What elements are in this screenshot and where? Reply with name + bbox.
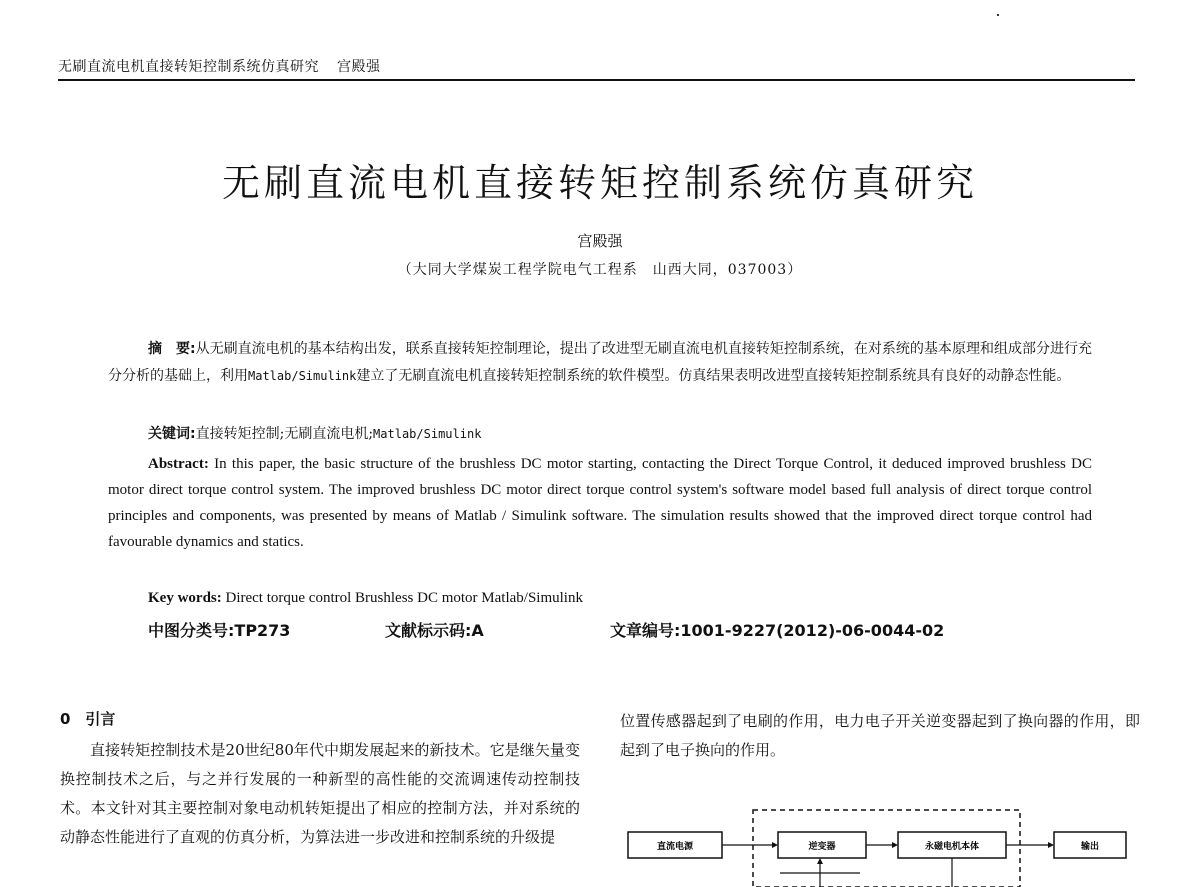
keywords-cn-text: 直接转矩控制;无刷直流电机; [195,426,374,442]
abstract-en [108,451,1092,555]
running-header-title: 无刷直流电机直接转矩控制系统仿真研究 [58,59,319,75]
box-inverter-label: 逆变器 [808,842,836,852]
dashed-motor-boundary [753,810,1020,887]
abstract-en-label: Abstract: [148,456,209,472]
abstract-cn-text-2: 建立了无刷直流电机直接转矩控制系统的软件模型。仿真结果表明改进型直接转矩控制系统具有良好的动静态性能。 [356,368,1071,384]
article-number: 文章编号:1001-9227(2012)-06-0044-02 [610,621,945,640]
paper-title: 无刷直流电机直接转矩控制系统仿真研究 [221,161,978,205]
arrow-head-3 [1048,842,1054,848]
doc-code: 文献标示码:A [385,621,484,640]
abstract-en-text: In this paper, the basic structure of the brushless DC motor starting, contacting the Direct Torque Control, it deduced improved brushless DC motor direct torque control system. The improved brushless DC motor direct torque control system's software model based full analysis of direct torque control principles and components, was presented by means of Matlab / Simulink software. The simulation results showed that the improved direct torque control had favourable dynamics and statics. [108,456,1092,550]
arrow-head-2 [892,842,898,848]
box-motor-body-label: 永磁电机本体 [924,842,980,852]
header-rule [58,79,1135,81]
running-header [58,56,381,76]
box-output-label: 输出 [1080,842,1100,852]
abstract-cn-label: 摘 要: [148,341,196,357]
running-header-author: 宫殿强 [337,59,381,75]
clc-number: 中图分类号:TP273 [148,621,291,640]
keywords-cn [148,423,481,443]
scan-speck [997,14,999,16]
affiliation: （大同大学煤炭工程学院电气工程系 山西大同，037003） [397,262,803,278]
box-dc-source-label: 直流电源 [656,842,694,852]
section-heading-intro: 0 引言 [60,710,116,728]
keywords-en-label: Key words: [148,590,222,606]
keywords-en-text: Direct torque control Brushless DC motor Matlab/Simulink [225,590,583,606]
keywords-cn-software: Matlab/Simulink [373,427,482,441]
abstract-cn-text-1: 从无刷直流电机的基本结构出发，联系直接转矩控制理论，提出了改进型无刷直流电机直接转矩控制系统，在对系统的基本原理和组成部分进行充分分析的基础上，利用 [108,341,1092,384]
arrow-head-1 [772,842,778,848]
intro-left-column: 直接转矩控制技术是20世纪80年代中期发展起来的新技术。它是继矢量变换控制技术之后，与之并行发展的一种新型的高性能的交流调速传动控制技术。本文针对其主要控制对象电动机转矩提出了相应的控制方法，并对系统的动静态性能进行了直观的仿真分析，为算法进一步改进和控制系统的升级提 [60,741,580,846]
author-name: 宫殿强 [577,232,623,250]
arrow-head-4 [817,858,823,864]
abstract-cn [108,336,1092,390]
keywords-cn-label: 关键词: [148,426,196,442]
abstract-cn-software: Matlab/Simulink [248,369,357,383]
intro-right-column: 位置传感器起到了电刷的作用，电力电子开关逆变器起到了换向器的作用，即起到了电子换向的作用。 [620,712,1140,759]
block-diagram [600,800,1160,887]
keywords-en [148,590,583,607]
